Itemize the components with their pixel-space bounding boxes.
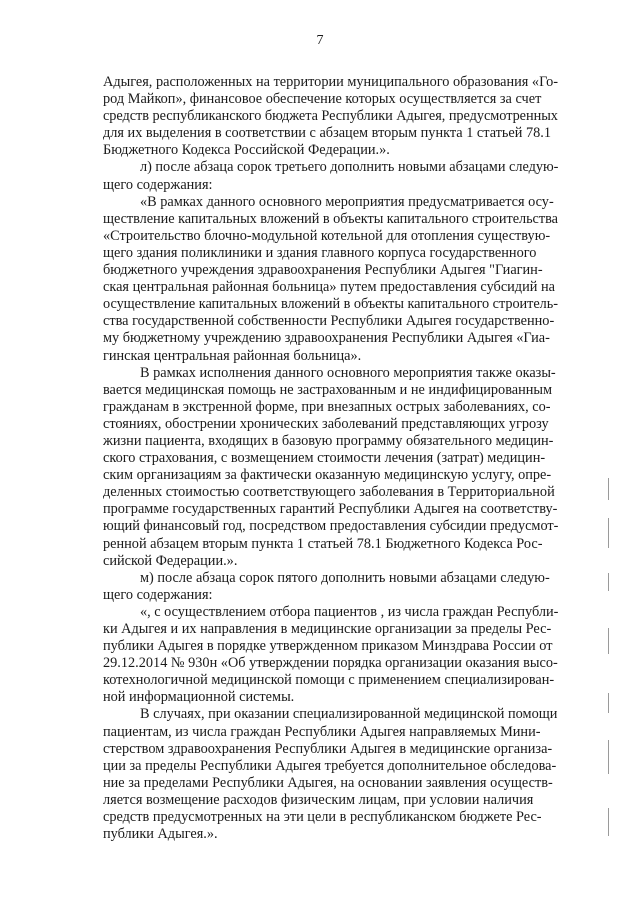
text-line: ние за пределами Республики Адыгея, на основании заявления осуществ- xyxy=(103,774,553,791)
text-line: программе государственных гарантий Республики Адыгея на соответству- xyxy=(103,501,558,518)
text-line: для их выделения в соответствии с абзацем вторым пункта 1 статьей 78.1 xyxy=(103,125,552,142)
text-line: щего здания поликлиники и здания главного корпуса государственного xyxy=(103,244,537,261)
text-line: стерством здравоохранения Республики Адыгея в медицинские организа- xyxy=(103,740,553,757)
text-line: гинская центральная районная больница». xyxy=(103,347,362,364)
text-line: В случаях, при оказании специализированной медицинской помощи xyxy=(140,706,558,723)
text-line: м) после абзаца сорок пятого дополнить новыми абзацами следую- xyxy=(140,569,550,586)
page-number: 7 xyxy=(316,33,324,48)
text-line: щего содержания: xyxy=(103,176,213,193)
text-line: ства государственной собственности Республики Адыгея государственно- xyxy=(103,313,555,330)
text-line: ского страхования, с возмещением стоимости лечения (затрат) медицин- xyxy=(103,450,546,467)
text-line: вается медицинская помощь не застрахованным и не индифицированным xyxy=(103,381,553,398)
text-line: «В рамках данного основного мероприятия предусматривается осу- xyxy=(140,193,554,210)
text-line: ществление капитальных вложений в объекты капитального строительства xyxy=(103,210,558,227)
text-line: ющий финансовый год, посредством предоставления субсидии предусмот- xyxy=(103,518,559,535)
text-line: ляется возмещение расходов физическим лицам, при условии наличия xyxy=(103,791,534,808)
text-line: «Строительство блочно-модульной котельной для отопления существую- xyxy=(103,227,551,244)
text-line: Бюджетного Кодекса Российской Федерации.». xyxy=(103,142,390,159)
text-line: стояниях, обострении хронических заболеваний представляющих угрозу xyxy=(103,415,549,432)
text-line: жизни пациента, входящих в базовую программу обязательного медицин- xyxy=(103,432,554,449)
margin-scan-marks xyxy=(607,478,611,858)
text-line: средств предусмотренных на эти цели в республиканском бюджете Рес- xyxy=(103,809,542,826)
text-line: род Майкоп», финансовое обеспечение которых осуществляется за счет xyxy=(103,91,542,108)
text-line: Адыгея, расположенных на территории муниципального образования «Го- xyxy=(103,74,559,90)
text-line: бюджетного учреждения здравоохранения Республики Адыгея "Гиагин- xyxy=(103,262,543,279)
text-line: ским организациям за фактически оказанную медицинскую услугу, опре- xyxy=(103,467,552,484)
document-body xyxy=(103,74,558,843)
text-line: деленных стоимостью соответствующего заболевания в Территориальной xyxy=(103,484,555,501)
text-line: «, с осуществлением отбора пациентов , из числа граждан Республи- xyxy=(140,603,559,620)
text-line: публики Адыгея.». xyxy=(103,826,218,843)
text-line: 29.12.2014 № 930н «Об утверждении порядка организации оказания высо- xyxy=(103,655,558,672)
text-line: средств республиканского бюджета Республики Адыгея, предусмотренных xyxy=(103,108,558,125)
text-line: му бюджетному учреждению здравоохранения Республики Адыгея «Гиа- xyxy=(103,330,550,347)
text-line: щего содержания: xyxy=(103,586,213,603)
text-line: гражданам в экстренной форме, при внезапных острых заболеваниях, со- xyxy=(103,398,551,415)
text-line: В рамках исполнения данного основного мероприятия также оказы- xyxy=(140,364,556,381)
text-line: сийской Федерации.». xyxy=(103,552,238,569)
text-line: осуществление капитальных вложений в объекты капитального строитель- xyxy=(103,296,558,313)
text-line: котехнологичной медицинской помощи с применением специализирован- xyxy=(103,672,555,689)
text-line: ки Адыгея и их направления в медицинские организации за пределы Рес- xyxy=(103,621,552,637)
text-line: ной информационной системы. xyxy=(103,689,295,706)
text-line: ская центральная районная больница» путем предоставления субсидий на xyxy=(103,279,555,296)
text-line: публики Адыгея в порядке утвержденном приказом Минздрава России от xyxy=(103,638,553,655)
text-line: ренной абзацем вторым пункта 1 статьей 78.1 Бюджетного Кодекса Рос- xyxy=(103,535,543,552)
text-line: л) после абзаца сорок третьего дополнить новыми абзацами следую- xyxy=(140,159,559,176)
text-line: пациентам, из числа граждан Республики Адыгея направляемых Мини- xyxy=(103,723,541,740)
text-line: ции за пределы Республики Адыгея требуется дополнительное обследова- xyxy=(103,757,557,774)
